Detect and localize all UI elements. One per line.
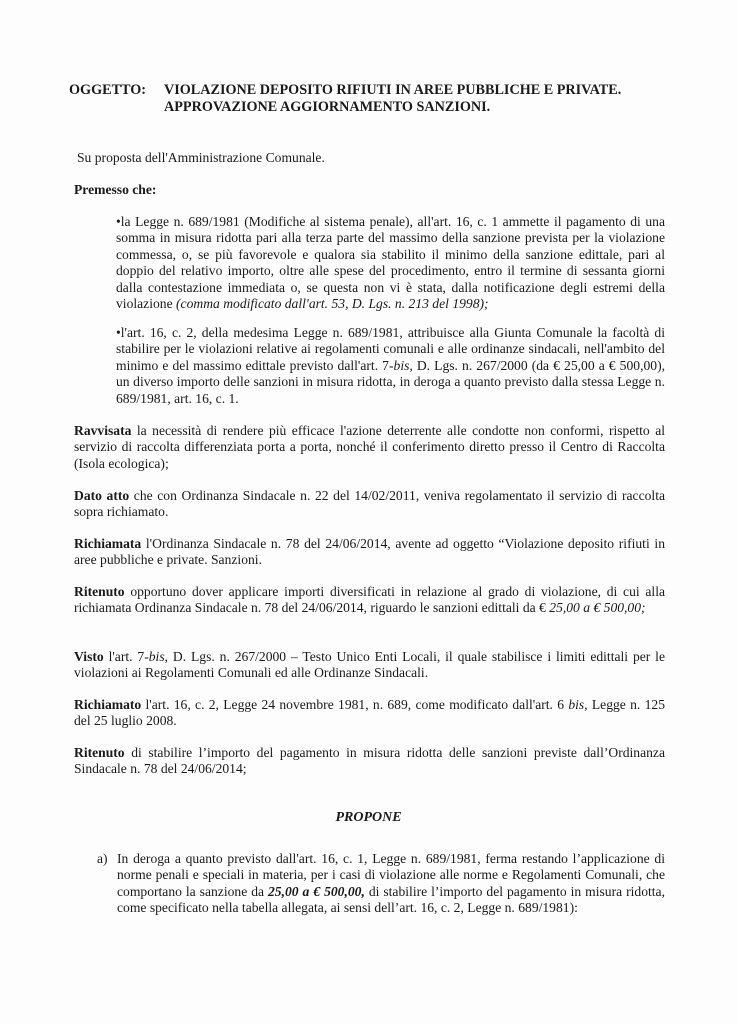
ritenuto-paragraph-1 (74, 584, 665, 617)
item-a-text-a: In deroga a quanto previsto dall'art. 16, c. 1, Legge n. 689/1981, ferma restando l’applicazione di norme penali e speciali in materia, per i casi di violazione alle norme e Regolamenti Comunali, che comportano la sanzione da (117, 851, 665, 899)
dato-atto-paragraph (74, 488, 665, 521)
ritenuto-1-text: opportuno dover applicare importi diversificati in relazione al grado di violazione, di cui alla richiamata Ordinanza Sindacale n. 78 del 24/06/2014, riguardo le sanzioni edittali da € (74, 584, 665, 616)
ritenuto-1-amount: 25,00 a € 500,00; (549, 600, 646, 616)
subject-label: OGGETTO: (69, 82, 146, 98)
dato-atto-keyword: Dato atto (74, 488, 130, 503)
visto-text-a: l'art. 7- (103, 649, 149, 664)
richiamato-paragraph (74, 697, 665, 730)
bullet-2-bis: bis, (393, 357, 413, 373)
ritenuto-paragraph-2 (74, 745, 665, 778)
bullet-2-text-b: D. Lgs. n. 267/2000 (da € 25,00 a € 500,00), un diverso importo delle sanzioni in misura ridotta, in deroga a quanto previsto dalla stessa Legge n. 689/1981, art. 16, c. 1. (116, 357, 665, 406)
richiamato-text-b: Legge n. 125 del 25 luglio 2008. (74, 697, 665, 729)
richiamata-paragraph (74, 536, 665, 569)
item-a-text (117, 851, 665, 917)
bullet-1-citation: (comma modificato dall'art. 53, D. Lgs. n. 213 del 1998); (176, 296, 489, 312)
subject-line-2: APPROVAZIONE AGGIORNAMENTO SANZIONI. (164, 98, 491, 115)
proposal-line: Su proposta dell'Amministrazione Comunale. (77, 150, 325, 165)
bullet-2-text-a: •l'art. 16, c. 2, della medesima Legge n. 689/1981, attribuisce alla Giunta Comunale la facoltà di stabilire per le violazioni relative ai regolamenti comunali e alle ordinanze sindacali, nell'ambito del minimo e del massimo edittale previsto dall'art. 7- (116, 325, 665, 373)
ravvisata-text: la necessità di rendere più efficace l'azione deterrente alle condotte non conformi, rispetto al servizio di raccolta differenziata porta a porta, nonché il conferimento diretto presso il Centro di Raccolta (Isola ecologica); (74, 423, 665, 471)
bullet-1-text: •la Legge n. 689/1981 (Modifiche al sistema penale), all'art. 16, c. 1 ammette il pagamento di una somma in misura ridotta pari alla terza parte del massimo della sanzione prevista per la violazione commessa, o, se più favorevole e qualora sia stabilito il minimo della sanzione edittale, pari al doppio del relativo importo, oltre alle spese del procedimento, entro il termine di sessanta giorni dalla contestazione immediata o, se questa non vi è stata, dalla notificazione degli estremi della violazione (116, 214, 665, 312)
visto-paragraph (74, 649, 665, 682)
ritenuto-2-keyword: Ritenuto (74, 745, 125, 760)
item-a-text-b: di stabilire l’importo del pagamento in misura ridotta, come specificato nella tabella allegata, ai sensi dell’art. 16, c. 2, Legge n. 689/1981): (117, 883, 665, 916)
item-a-label: a) (97, 851, 108, 866)
visto-keyword: Visto (74, 649, 104, 664)
richiamato-keyword: Richiamato (74, 697, 142, 712)
subject-text (164, 82, 684, 115)
ravvisata-paragraph (74, 423, 665, 472)
premise-bullet-2 (116, 325, 665, 407)
premise-bullet-1 (116, 214, 665, 312)
propone-heading: PROPONE (335, 810, 402, 825)
subject-line-1: VIOLAZIONE DEPOSITO RIFIUTI IN AREE PUBBLICHE E PRIVATE. (164, 82, 622, 98)
ritenuto-1-keyword: Ritenuto (74, 584, 125, 599)
richiamata-keyword: Richiamata (74, 536, 142, 551)
richiamata-text: l'Ordinanza Sindacale n. 78 del 24/06/2014, avente ad oggetto “Violazione deposito rifiuti in aree pubbliche e private. Sanzioni. (74, 536, 665, 568)
item-a-amount: 25,00 a € 500,00, (268, 883, 365, 899)
ritenuto-2-text: di stabilire l’importo del pagamento in misura ridotta delle sanzioni previste dall’Ordinanza Sindacale n. 78 del 24/06/2014; (74, 745, 665, 777)
richiamato-text-a: l'art. 16, c. 2, Legge 24 novembre 1981, n. 689, come modificato dall'art. 6 (141, 697, 569, 712)
dato-atto-text: che con Ordinanza Sindacale n. 22 del 14/02/2011, veniva regolamentato il servizio di raccolta sopra richiamato. (74, 488, 666, 520)
visto-text-b: , D. Lgs. n. 267/2000 – Testo Unico Enti Locali, il quale stabilisce i limiti edittali per le violazioni ai Regolamenti Comunali ed alle Ordinanze Sindacali. (74, 649, 665, 681)
ravvisata-keyword: Ravvisata (74, 423, 132, 438)
richiamato-bis: bis, (568, 697, 588, 712)
visto-bis: bis (148, 649, 165, 664)
premesso-label: Premesso che: (74, 182, 157, 197)
